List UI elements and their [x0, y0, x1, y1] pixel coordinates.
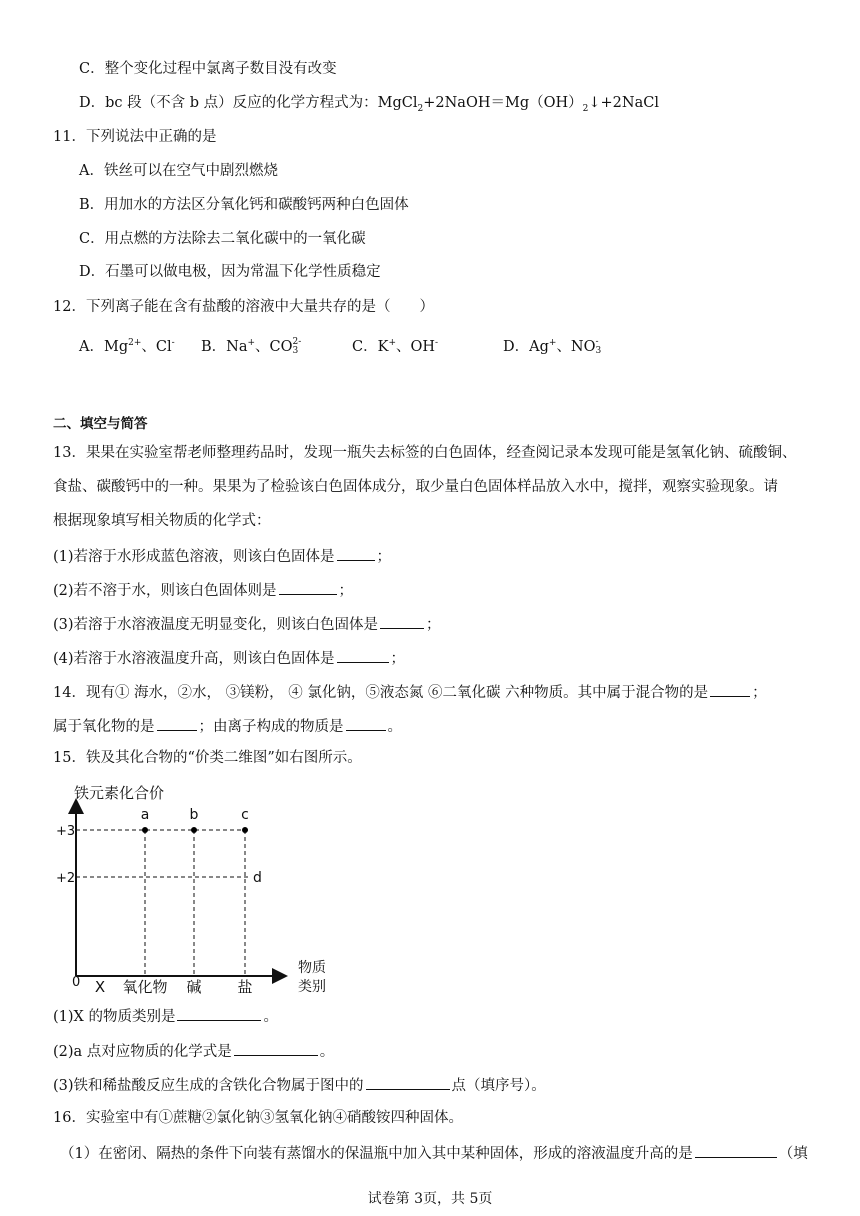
- q12-option-b: B．Na+、CO 2- 3: [201, 337, 302, 356]
- x-axis-label-line2: 类别: [298, 979, 326, 995]
- x-axis-label-line1: 物质: [298, 960, 326, 976]
- page-footer: 试卷第 3页，共 5页: [367, 1191, 493, 1207]
- data-point: [242, 827, 248, 833]
- q10-option-d: D．bc 段（不含 b 点）反应的化学方程式为：$MgCl_2+2NaOH=Mg(OH)_2↓+2NaCl$: [79, 95, 659, 114]
- q10-option-c: C．整个变化过程中氯离子数目没有改变: [79, 61, 337, 77]
- q12-option-d: D．Ag+、NO - 3: [503, 337, 602, 356]
- answer-blank[interactable]: [337, 647, 389, 663]
- answer-blank[interactable]: [346, 715, 386, 731]
- q11-option-d: D．石墨可以做电极，因为常温下化学性质稳定: [79, 264, 381, 280]
- q14-line-2: 属于氧化物的是 ；由离子构成的物质是 。: [53, 715, 402, 737]
- q14-line-1: 14．现有① 海水，②水， ③镁粉， ④ 氯化钠，⑤液态氮 ⑥二氧化碳 六种物质。其中属于混合物的是 ；: [53, 681, 767, 703]
- q13-part-1: (1)若溶于水形成蓝色溶液，则该白色固体是 ；: [53, 545, 391, 567]
- data-point-label: d: [253, 870, 262, 886]
- q11-stem: 11．下列说法中正确的是: [53, 129, 217, 145]
- data-point-label: b: [189, 807, 199, 823]
- q15-part-3: (3)铁和稀盐酸反应生成的含铁化合物属于图中的 点（填序号）。: [53, 1074, 546, 1096]
- q12-stem: 12．下列离子能在含有盐酸的溶液中大量共存的是（ ）: [53, 299, 434, 315]
- data-point-label: a: [140, 807, 150, 823]
- answer-blank[interactable]: [279, 579, 337, 595]
- q13-part-4: (4)若溶于水溶液温度升高，则该白色固体是 ；: [53, 647, 405, 669]
- q15-part-1: (1)X 的物质类别是 。: [53, 1005, 278, 1027]
- data-point-label: c: [241, 807, 249, 823]
- answer-blank[interactable]: [710, 681, 750, 697]
- x-tick-label: 盐: [237, 978, 253, 996]
- x-tick-label: X: [94, 978, 106, 996]
- q12-option-a: A．$Mg^{2+}$、Cl-: [79, 338, 175, 355]
- section-title: 二、填空与简答: [53, 416, 148, 432]
- q16-stem: 16．实验室中有①蔗糖②氯化钠③氢氧化钠④硝酸铵四种固体。: [53, 1110, 463, 1126]
- q13-line-1: 13．果果在实验室帮老师整理药品时，发现一瓶失去标签的白色固体，经查阅记录本发现可能是氢氧化钠、硫酸铜、: [53, 445, 797, 461]
- q15-part-2: (2)a 点对应物质的化学式是 。: [53, 1040, 334, 1062]
- answer-blank[interactable]: [157, 715, 197, 731]
- q15-stem: 15．铁及其化合物的“价类二维图”如右图所示。: [53, 750, 362, 766]
- data-point: [191, 827, 197, 833]
- y-axis-label: 铁元素化合价: [74, 784, 165, 802]
- answer-blank[interactable]: [177, 1005, 261, 1021]
- answer-blank[interactable]: [695, 1142, 777, 1158]
- q11-option-c: C．用点燃的方法除去二氧化碳中的一氧化碳: [79, 231, 366, 247]
- answer-blank[interactable]: [337, 545, 375, 561]
- answer-blank[interactable]: [366, 1074, 450, 1090]
- x-tick-label: 氧化物: [122, 978, 168, 996]
- q13-line-2: 食盐、碳酸钙中的一种。果果为了检验该白色固体成分，取少量白色固体样品放入水中，搅拌，观察实验现象。请: [53, 479, 778, 495]
- valence-category-chart: [58, 780, 348, 995]
- q16-part-1: （1）在密闭、隔热的条件下向装有蒸馏水的保温瓶中加入其中某种固体，形成的溶液温度升高的是 （填: [60, 1142, 808, 1164]
- q12-option-c: C．K+、OH-: [352, 338, 439, 355]
- origin-label: 0: [72, 975, 81, 990]
- answer-blank[interactable]: [234, 1040, 318, 1056]
- x-tick-label: 碱: [186, 978, 202, 996]
- data-point: [142, 827, 148, 833]
- q13-part-3: (3)若溶于水溶液温度无明显变化，则该白色固体是 ；: [53, 613, 441, 635]
- q13-part-2: (2)若不溶于水，则该白色固体则是 ；: [53, 579, 353, 601]
- q13-line-3: 根据现象填写相关物质的化学式：: [53, 513, 271, 529]
- y-tick-label: +2: [56, 871, 76, 886]
- answer-blank[interactable]: [380, 613, 424, 629]
- q11-option-b: B．用加水的方法区分氧化钙和碳酸钙两种白色固体: [79, 197, 409, 213]
- q11-option-a: A．铁丝可以在空气中剧烈燃烧: [79, 163, 278, 179]
- y-tick-label: +3: [56, 824, 76, 839]
